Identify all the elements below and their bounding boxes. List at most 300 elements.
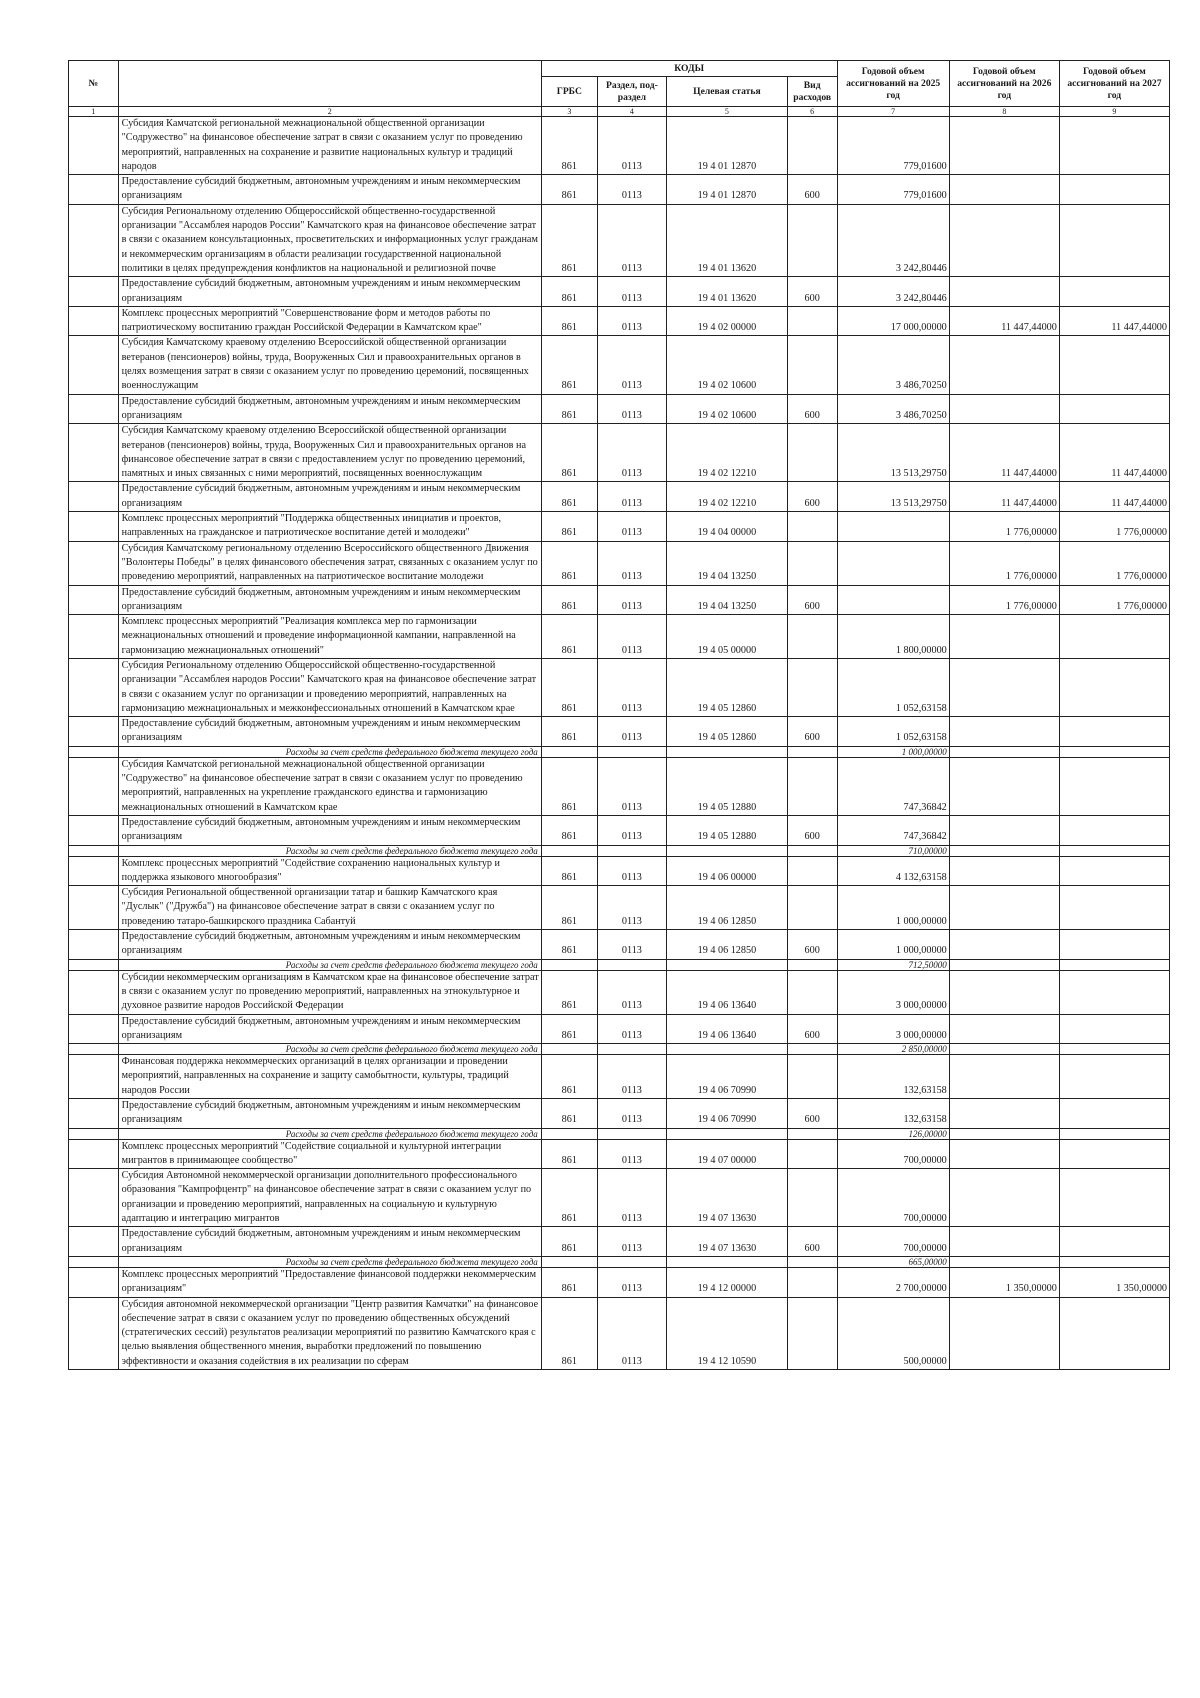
amount-2026-cell bbox=[949, 1169, 1059, 1227]
amount-2026-cell bbox=[949, 1256, 1059, 1267]
amount-2025-cell: 13 513,29750 bbox=[837, 482, 949, 512]
grbs-cell: 861 bbox=[541, 117, 597, 175]
col-target-header: Целевая статья bbox=[666, 77, 787, 107]
amount-2027-cell bbox=[1059, 336, 1169, 394]
vid-cell: 600 bbox=[787, 482, 837, 512]
amount-2026-cell bbox=[949, 1055, 1059, 1099]
amount-2026-cell bbox=[949, 856, 1059, 886]
target-cell: 19 4 02 10600 bbox=[666, 394, 787, 424]
grbs-cell: 861 bbox=[541, 717, 597, 747]
amount-2027-cell bbox=[1059, 1169, 1169, 1227]
amount-2027-cell bbox=[1059, 886, 1169, 930]
row-number-cell bbox=[69, 615, 119, 659]
item-name-cell: Субсидия Камчатскому краевому отделению Всероссийской общественной организации ветеранов (пенсионеров) войны, труда, Вооруженных Сил и правоохранительных органов на финансовое обеспечение затрат в связи с предоставлением услуг по проведению церемоний, памятных и иных связанных с ними мероприятий, посвященных военнослужащим bbox=[118, 424, 541, 482]
federal-budget-row bbox=[69, 959, 1170, 970]
razdel-cell: 0113 bbox=[597, 394, 666, 424]
row-number-cell bbox=[69, 277, 119, 307]
amount-2025-cell bbox=[837, 541, 949, 585]
row-number-cell bbox=[69, 1139, 119, 1169]
amount-2026-cell bbox=[949, 175, 1059, 205]
vid-cell bbox=[787, 541, 837, 585]
target-cell: 19 4 12 10590 bbox=[666, 1297, 787, 1369]
amount-2027-cell bbox=[1059, 856, 1169, 886]
col-name-header bbox=[118, 61, 541, 107]
col-vid-header: Вид расходов bbox=[787, 77, 837, 107]
target-cell: 19 4 07 13630 bbox=[666, 1227, 787, 1257]
vid-cell bbox=[787, 117, 837, 175]
table-row bbox=[69, 306, 1170, 336]
row-number-cell bbox=[69, 1014, 119, 1044]
amount-2027-cell bbox=[1059, 277, 1169, 307]
vid-cell bbox=[787, 658, 837, 716]
amount-2026-cell bbox=[949, 815, 1059, 845]
table-row bbox=[69, 1014, 1170, 1044]
federal-budget-row bbox=[69, 1256, 1170, 1267]
row-number-cell bbox=[69, 658, 119, 716]
amount-2025-cell: 712,50000 bbox=[837, 959, 949, 970]
col-2025-header: Годовой объем ассигнований на 2025 год bbox=[837, 61, 949, 107]
item-name-cell: Финансовая поддержка некоммерческих организаций в целях организации и проведении мероприятий, направленных на сохранение и защиту самобытности, культуры, традиций народов России bbox=[118, 1055, 541, 1099]
amount-2027-cell bbox=[1059, 1044, 1169, 1055]
amount-2027-cell bbox=[1059, 1256, 1169, 1267]
grbs-cell: 861 bbox=[541, 1169, 597, 1227]
amount-2027-cell: 11 447,44000 bbox=[1059, 424, 1169, 482]
amount-2026-cell bbox=[949, 930, 1059, 960]
row-number-cell bbox=[69, 1169, 119, 1227]
razdel-cell: 0113 bbox=[597, 512, 666, 542]
target-cell bbox=[666, 1128, 787, 1139]
row-number-cell bbox=[69, 1099, 119, 1129]
razdel-cell: 0113 bbox=[597, 277, 666, 307]
row-number-cell bbox=[69, 886, 119, 930]
target-cell bbox=[666, 1044, 787, 1055]
target-cell: 19 4 07 00000 bbox=[666, 1139, 787, 1169]
amount-2026-cell bbox=[949, 886, 1059, 930]
grbs-cell: 861 bbox=[541, 336, 597, 394]
razdel-cell: 0113 bbox=[597, 541, 666, 585]
amount-2026-cell bbox=[949, 336, 1059, 394]
grbs-cell: 861 bbox=[541, 394, 597, 424]
razdel-cell: 0113 bbox=[597, 175, 666, 205]
amount-2027-cell bbox=[1059, 394, 1169, 424]
grbs-cell: 861 bbox=[541, 1014, 597, 1044]
amount-2026-cell bbox=[949, 1227, 1059, 1257]
target-cell bbox=[666, 845, 787, 856]
item-name-cell: Предоставление субсидий бюджетным, автономным учреждениям и иным некоммерческим организациям bbox=[118, 1099, 541, 1129]
row-number-cell bbox=[69, 746, 119, 757]
table-row bbox=[69, 394, 1170, 424]
item-name-cell: Субсидия Камчатскому краевому отделению Всероссийской общественной организации ветеранов (пенсионеров) войны, труда, Вооруженных Сил и правоохранительных органов в целях возмещения затрат в связи с оказанием услуг по проведению церемоний, посвященных военнослужащим bbox=[118, 336, 541, 394]
grbs-cell bbox=[541, 1044, 597, 1055]
razdel-cell: 0113 bbox=[597, 482, 666, 512]
row-number-cell bbox=[69, 204, 119, 276]
item-name-cell: Предоставление субсидий бюджетным, автономным учреждениям и иным некоммерческим организациям bbox=[118, 1227, 541, 1257]
amount-2025-cell: 1 000,00000 bbox=[837, 886, 949, 930]
amount-2027-cell: 11 447,44000 bbox=[1059, 306, 1169, 336]
vid-cell: 600 bbox=[787, 277, 837, 307]
target-cell bbox=[666, 746, 787, 757]
amount-2027-cell: 1 776,00000 bbox=[1059, 585, 1169, 615]
target-cell: 19 4 02 00000 bbox=[666, 306, 787, 336]
federal-budget-label: Расходы за счет средств федерального бюджета текущего года bbox=[118, 746, 541, 757]
grbs-cell: 861 bbox=[541, 886, 597, 930]
amount-2026-cell bbox=[949, 277, 1059, 307]
amount-2025-cell: 2 850,00000 bbox=[837, 1044, 949, 1055]
vid-cell: 600 bbox=[787, 394, 837, 424]
item-name-cell: Предоставление субсидий бюджетным, автономным учреждениям и иным некоммерческим организациям bbox=[118, 175, 541, 205]
item-name-cell: Субсидия Камчатскому региональному отделению Всероссийского общественного Движения "Волонтеры Победы" в целях финансового обеспечения затрат, связанных с оказанием услуг по проведению мероприятий, направленных на патриотическое воспитание молодежи bbox=[118, 541, 541, 585]
colnum: 3 bbox=[541, 107, 597, 117]
item-name-cell: Предоставление субсидий бюджетным, автономным учреждениям и иным некоммерческим организациям bbox=[118, 815, 541, 845]
razdel-cell bbox=[597, 845, 666, 856]
amount-2025-cell: 700,00000 bbox=[837, 1169, 949, 1227]
table-row bbox=[69, 717, 1170, 747]
target-cell: 19 4 04 13250 bbox=[666, 585, 787, 615]
vid-cell bbox=[787, 615, 837, 659]
amount-2025-cell: 1 800,00000 bbox=[837, 615, 949, 659]
amount-2027-cell bbox=[1059, 1055, 1169, 1099]
amount-2025-cell: 126,00000 bbox=[837, 1128, 949, 1139]
item-name-cell: Предоставление субсидий бюджетным, автономным учреждениям и иным некоммерческим организациям bbox=[118, 394, 541, 424]
amount-2027-cell bbox=[1059, 959, 1169, 970]
table-row bbox=[69, 815, 1170, 845]
razdel-cell: 0113 bbox=[597, 815, 666, 845]
target-cell: 19 4 01 13620 bbox=[666, 277, 787, 307]
amount-2025-cell: 700,00000 bbox=[837, 1139, 949, 1169]
amount-2027-cell bbox=[1059, 1099, 1169, 1129]
col-2027-header: Годовой объем ассигнований на 2027 год bbox=[1059, 61, 1169, 107]
razdel-cell: 0113 bbox=[597, 886, 666, 930]
vid-cell: 600 bbox=[787, 1014, 837, 1044]
table-row bbox=[69, 541, 1170, 585]
row-number-cell bbox=[69, 117, 119, 175]
vid-cell bbox=[787, 1139, 837, 1169]
grbs-cell: 861 bbox=[541, 757, 597, 815]
colnum: 9 bbox=[1059, 107, 1169, 117]
item-name-cell: Субсидия автономной некоммерческой организации "Центр развития Камчатки" на финансовое обеспечение затрат в связи с оказанием услуг по проведению общественных обсуждений (стратегических сессий) результатов реализации мероприятий по развитию Камчатского края с целью выявления общественного мнения, выработки предложений по повышению эффективности и оказания содействия в их реализации по сферам bbox=[118, 1297, 541, 1369]
amount-2025-cell: 747,36842 bbox=[837, 757, 949, 815]
row-number-cell bbox=[69, 856, 119, 886]
vid-cell: 600 bbox=[787, 1227, 837, 1257]
amount-2026-cell bbox=[949, 959, 1059, 970]
target-cell bbox=[666, 1256, 787, 1267]
table-row bbox=[69, 1267, 1170, 1297]
item-name-cell: Комплекс процессных мероприятий "Предоставление финансовой поддержки некоммерческим организациям" bbox=[118, 1267, 541, 1297]
col-2026-header: Годовой объем ассигнований на 2026 год bbox=[949, 61, 1059, 107]
colnum: 1 bbox=[69, 107, 119, 117]
grbs-cell: 861 bbox=[541, 856, 597, 886]
federal-budget-row bbox=[69, 746, 1170, 757]
row-number-cell bbox=[69, 930, 119, 960]
vid-cell bbox=[787, 424, 837, 482]
table-row bbox=[69, 1297, 1170, 1369]
item-name-cell: Комплекс процессных мероприятий "Совершенствование форм и методов работы по патриотическому воспитанию граждан Российской Федерации в Камчатском крае" bbox=[118, 306, 541, 336]
amount-2025-cell: 17 000,00000 bbox=[837, 306, 949, 336]
amount-2025-cell bbox=[837, 585, 949, 615]
amount-2026-cell bbox=[949, 1139, 1059, 1169]
amount-2025-cell: 665,00000 bbox=[837, 1256, 949, 1267]
vid-cell bbox=[787, 1267, 837, 1297]
amount-2026-cell bbox=[949, 204, 1059, 276]
amount-2027-cell bbox=[1059, 1014, 1169, 1044]
amount-2026-cell: 11 447,44000 bbox=[949, 424, 1059, 482]
target-cell: 19 4 06 70990 bbox=[666, 1055, 787, 1099]
table-row bbox=[69, 585, 1170, 615]
amount-2026-cell bbox=[949, 1297, 1059, 1369]
amount-2026-cell: 11 447,44000 bbox=[949, 306, 1059, 336]
amount-2026-cell bbox=[949, 1044, 1059, 1055]
row-number-cell bbox=[69, 336, 119, 394]
row-number-cell bbox=[69, 1227, 119, 1257]
amount-2027-cell bbox=[1059, 757, 1169, 815]
target-cell: 19 4 06 00000 bbox=[666, 856, 787, 886]
grbs-cell: 861 bbox=[541, 585, 597, 615]
amount-2026-cell: 1 350,00000 bbox=[949, 1267, 1059, 1297]
vid-cell bbox=[787, 757, 837, 815]
row-number-cell bbox=[69, 970, 119, 1014]
amount-2026-cell bbox=[949, 757, 1059, 815]
amount-2025-cell: 500,00000 bbox=[837, 1297, 949, 1369]
grbs-cell: 861 bbox=[541, 1297, 597, 1369]
table-row bbox=[69, 277, 1170, 307]
grbs-cell bbox=[541, 1128, 597, 1139]
item-name-cell: Субсидия Автономной некоммерческой организации дополнительного профессионального образования "Кампрофцентр" на финансовое обеспечение затрат в связи с оказанием услуг по организации и проведению мероприятий, направленных на социальную и культурную адаптацию и интеграцию мигрантов bbox=[118, 1169, 541, 1227]
item-name-cell: Субсидия Камчатской региональной межнациональной общественной организации "Содружество" на финансовое обеспечение затрат в связи с оказанием услуг по проведению мероприятий, направленных на укрепление гражданского единства и гармонизацию межнациональных отношений в Камчатском крае bbox=[118, 757, 541, 815]
table-row bbox=[69, 204, 1170, 276]
vid-cell bbox=[787, 746, 837, 757]
vid-cell bbox=[787, 845, 837, 856]
target-cell: 19 4 06 12850 bbox=[666, 930, 787, 960]
amount-2025-cell: 747,36842 bbox=[837, 815, 949, 845]
razdel-cell: 0113 bbox=[597, 1099, 666, 1129]
amount-2025-cell: 3 242,80446 bbox=[837, 277, 949, 307]
target-cell: 19 4 02 12210 bbox=[666, 482, 787, 512]
amount-2027-cell bbox=[1059, 658, 1169, 716]
razdel-cell: 0113 bbox=[597, 336, 666, 394]
colnum: 7 bbox=[837, 107, 949, 117]
amount-2027-cell: 1 776,00000 bbox=[1059, 512, 1169, 542]
row-number-cell bbox=[69, 717, 119, 747]
colnum: 2 bbox=[118, 107, 541, 117]
grbs-cell: 861 bbox=[541, 930, 597, 960]
razdel-cell: 0113 bbox=[597, 856, 666, 886]
razdel-cell: 0113 bbox=[597, 424, 666, 482]
vid-cell bbox=[787, 886, 837, 930]
vid-cell bbox=[787, 1256, 837, 1267]
item-name-cell: Предоставление субсидий бюджетным, автономным учреждениям и иным некоммерческим организациям bbox=[118, 277, 541, 307]
target-cell: 19 4 06 13640 bbox=[666, 1014, 787, 1044]
amount-2025-cell: 132,63158 bbox=[837, 1055, 949, 1099]
amount-2027-cell bbox=[1059, 746, 1169, 757]
grbs-cell bbox=[541, 1256, 597, 1267]
amount-2025-cell: 3 486,70250 bbox=[837, 394, 949, 424]
razdel-cell: 0113 bbox=[597, 1169, 666, 1227]
vid-cell: 600 bbox=[787, 717, 837, 747]
row-number-cell bbox=[69, 959, 119, 970]
row-number-cell bbox=[69, 845, 119, 856]
budget-table-page bbox=[68, 60, 1170, 1370]
target-cell: 19 4 02 10600 bbox=[666, 336, 787, 394]
table-row bbox=[69, 1055, 1170, 1099]
target-cell: 19 4 05 00000 bbox=[666, 615, 787, 659]
item-name-cell: Субсидия Региональному отделению Общероссийской общественно-государственной организации "Ассамблея народов России" Камчатского края на финансовое обеспечение затрат в связи с оказанием услуг по организации и проведению мероприятий, направленных на гармонизацию межнациональных и межконфессиональных отношений в Камчатском крае bbox=[118, 658, 541, 716]
target-cell: 19 4 01 13620 bbox=[666, 204, 787, 276]
grbs-cell: 861 bbox=[541, 1139, 597, 1169]
amount-2026-cell bbox=[949, 717, 1059, 747]
amount-2026-cell: 1 776,00000 bbox=[949, 585, 1059, 615]
vid-cell bbox=[787, 1044, 837, 1055]
colnum: 5 bbox=[666, 107, 787, 117]
table-row bbox=[69, 615, 1170, 659]
grbs-cell bbox=[541, 959, 597, 970]
grbs-cell: 861 bbox=[541, 175, 597, 205]
target-cell bbox=[666, 959, 787, 970]
razdel-cell: 0113 bbox=[597, 1055, 666, 1099]
grbs-cell bbox=[541, 845, 597, 856]
vid-cell bbox=[787, 512, 837, 542]
amount-2025-cell: 1 000,00000 bbox=[837, 746, 949, 757]
razdel-cell: 0113 bbox=[597, 1014, 666, 1044]
razdel-cell: 0113 bbox=[597, 585, 666, 615]
grbs-cell: 861 bbox=[541, 541, 597, 585]
grbs-cell: 861 bbox=[541, 615, 597, 659]
colnum: 6 bbox=[787, 107, 837, 117]
row-number-cell bbox=[69, 1044, 119, 1055]
razdel-cell: 0113 bbox=[597, 204, 666, 276]
amount-2027-cell bbox=[1059, 1128, 1169, 1139]
target-cell: 19 4 05 12860 bbox=[666, 717, 787, 747]
vid-cell bbox=[787, 204, 837, 276]
grbs-cell: 861 bbox=[541, 277, 597, 307]
item-name-cell: Субсидии некоммерческим организациям в Камчатском крае на финансовое обеспечение затрат в связи с оказанием услуг по проведению мероприятий, направленных на этнокультурное и духовное развитие народов Российской Федерации bbox=[118, 970, 541, 1014]
row-number-cell bbox=[69, 757, 119, 815]
row-number-cell bbox=[69, 585, 119, 615]
grbs-cell: 861 bbox=[541, 1055, 597, 1099]
amount-2025-cell: 700,00000 bbox=[837, 1227, 949, 1257]
target-cell: 19 4 07 13630 bbox=[666, 1169, 787, 1227]
amount-2026-cell bbox=[949, 1128, 1059, 1139]
target-cell: 19 4 06 12850 bbox=[666, 886, 787, 930]
razdel-cell: 0113 bbox=[597, 117, 666, 175]
row-number-cell bbox=[69, 306, 119, 336]
amount-2025-cell: 3 000,00000 bbox=[837, 1014, 949, 1044]
item-name-cell: Предоставление субсидий бюджетным, автономным учреждениям и иным некоммерческим организациям bbox=[118, 1014, 541, 1044]
vid-cell bbox=[787, 1297, 837, 1369]
amount-2025-cell: 779,01600 bbox=[837, 175, 949, 205]
table-row bbox=[69, 757, 1170, 815]
amount-2025-cell: 1 000,00000 bbox=[837, 930, 949, 960]
vid-cell bbox=[787, 1169, 837, 1227]
target-cell: 19 4 06 13640 bbox=[666, 970, 787, 1014]
razdel-cell: 0113 bbox=[597, 1227, 666, 1257]
federal-budget-row bbox=[69, 1128, 1170, 1139]
razdel-cell: 0113 bbox=[597, 306, 666, 336]
razdel-cell bbox=[597, 959, 666, 970]
target-cell: 19 4 05 12880 bbox=[666, 757, 787, 815]
grbs-cell: 861 bbox=[541, 306, 597, 336]
table-row bbox=[69, 175, 1170, 205]
item-name-cell: Комплекс процессных мероприятий "Содействие сохранению национальных культур и поддержка языкового многообразия" bbox=[118, 856, 541, 886]
amount-2025-cell bbox=[837, 512, 949, 542]
col-razdel-header: Раздел, под-раздел bbox=[597, 77, 666, 107]
razdel-cell: 0113 bbox=[597, 717, 666, 747]
row-number-cell bbox=[69, 1297, 119, 1369]
grbs-cell: 861 bbox=[541, 424, 597, 482]
amount-2025-cell: 132,63158 bbox=[837, 1099, 949, 1129]
colnum: 4 bbox=[597, 107, 666, 117]
amount-2026-cell bbox=[949, 615, 1059, 659]
amount-2025-cell: 710,00000 bbox=[837, 845, 949, 856]
table-row bbox=[69, 970, 1170, 1014]
federal-budget-row bbox=[69, 1044, 1170, 1055]
row-number-cell bbox=[69, 815, 119, 845]
amount-2025-cell: 2 700,00000 bbox=[837, 1267, 949, 1297]
table-row bbox=[69, 1139, 1170, 1169]
amount-2026-cell: 1 776,00000 bbox=[949, 512, 1059, 542]
vid-cell bbox=[787, 856, 837, 886]
amount-2027-cell bbox=[1059, 204, 1169, 276]
amount-2026-cell bbox=[949, 658, 1059, 716]
grbs-cell: 861 bbox=[541, 970, 597, 1014]
amount-2025-cell: 4 132,63158 bbox=[837, 856, 949, 886]
target-cell: 19 4 01 12870 bbox=[666, 175, 787, 205]
row-number-cell bbox=[69, 541, 119, 585]
amount-2026-cell bbox=[949, 1014, 1059, 1044]
row-number-cell bbox=[69, 1267, 119, 1297]
row-number-cell bbox=[69, 175, 119, 205]
grbs-cell: 861 bbox=[541, 815, 597, 845]
amount-2025-cell: 779,01600 bbox=[837, 117, 949, 175]
codes-header: КОДЫ bbox=[541, 61, 837, 77]
table-row bbox=[69, 117, 1170, 175]
razdel-cell: 0113 bbox=[597, 757, 666, 815]
amount-2026-cell bbox=[949, 394, 1059, 424]
razdel-cell: 0113 bbox=[597, 658, 666, 716]
table-row bbox=[69, 424, 1170, 482]
amount-2027-cell: 1 776,00000 bbox=[1059, 541, 1169, 585]
amount-2026-cell bbox=[949, 1099, 1059, 1129]
table-row bbox=[69, 856, 1170, 886]
item-name-cell: Предоставление субсидий бюджетным, автономным учреждениям и иным некоммерческим организациям bbox=[118, 717, 541, 747]
row-number-cell bbox=[69, 482, 119, 512]
row-number-cell bbox=[69, 424, 119, 482]
amount-2025-cell: 1 052,63158 bbox=[837, 658, 949, 716]
vid-cell bbox=[787, 1055, 837, 1099]
razdel-cell: 0113 bbox=[597, 615, 666, 659]
item-name-cell: Комплекс процессных мероприятий "Содействие социальной и культурной интеграции мигрантов в принимающее сообщество" bbox=[118, 1139, 541, 1169]
table-row bbox=[69, 1227, 1170, 1257]
grbs-cell: 861 bbox=[541, 204, 597, 276]
federal-budget-label: Расходы за счет средств федерального бюджета текущего года bbox=[118, 959, 541, 970]
grbs-cell: 861 bbox=[541, 512, 597, 542]
federal-budget-label: Расходы за счет средств федерального бюджета текущего года bbox=[118, 1128, 541, 1139]
item-name-cell: Предоставление субсидий бюджетным, автономным учреждениям и иным некоммерческим организациям bbox=[118, 585, 541, 615]
razdel-cell bbox=[597, 1128, 666, 1139]
table-row bbox=[69, 482, 1170, 512]
amount-2027-cell bbox=[1059, 175, 1169, 205]
vid-cell bbox=[787, 336, 837, 394]
item-name-cell: Субсидия Региональной общественной организации татар и башкир Камчатского края "Дуслык" ("Дружба") на финансовое обеспечение затрат в связи с оказанием услуг по проведению татаро-башкирского праздника Сабантуй bbox=[118, 886, 541, 930]
federal-budget-row bbox=[69, 845, 1170, 856]
vid-cell: 600 bbox=[787, 815, 837, 845]
budget-allocation-table bbox=[68, 60, 1170, 1370]
grbs-cell: 861 bbox=[541, 482, 597, 512]
amount-2027-cell bbox=[1059, 1139, 1169, 1169]
amount-2027-cell bbox=[1059, 717, 1169, 747]
table-row bbox=[69, 336, 1170, 394]
amount-2025-cell: 3 000,00000 bbox=[837, 970, 949, 1014]
amount-2026-cell bbox=[949, 746, 1059, 757]
